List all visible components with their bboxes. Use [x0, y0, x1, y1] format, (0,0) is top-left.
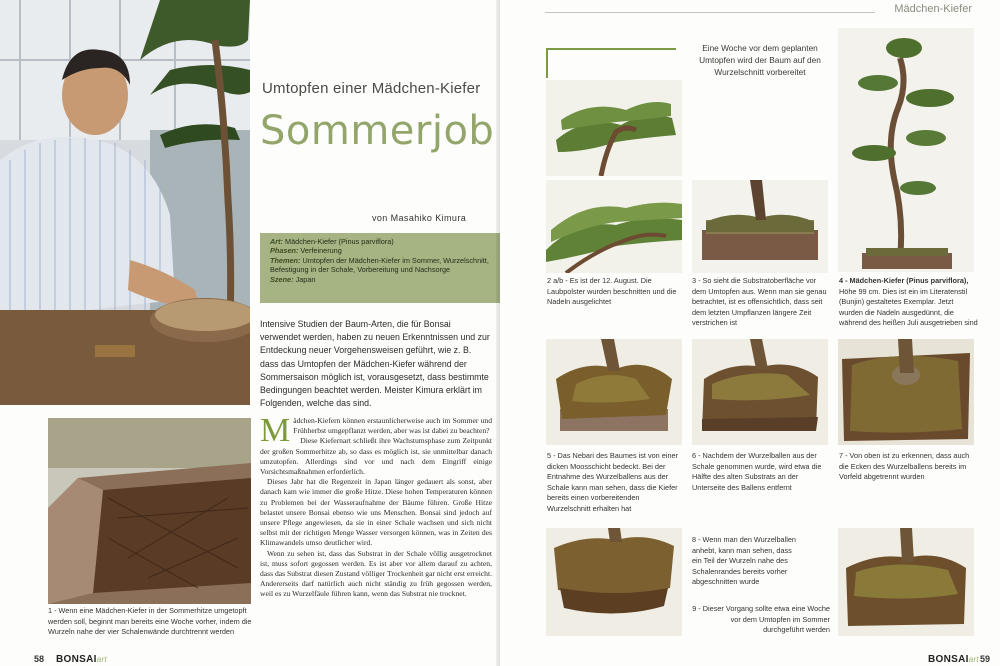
- caption-3: 3 - So sieht die Substratoberfläche vor dem Umtopfen aus. Wenn man sie genau betrachtet, ist es offensichtlich, dass seit dem letzten Umpflanzen längere Zeit verstrichen ist: [692, 276, 827, 328]
- body-paragraph-4: Wenn zu sehen ist, dass das Substrat in der Schale völlig ausgetrocknet ist, muss sofort gegossen werden. Es ist aber vor allem darauf zu achten, dass das Substrat diesen Zustand völliger Trockenheit gar nicht erst erreicht. Andererseits darf natürlich auch nicht ständig zu früh gegossen werden, weil es zu Wurzelfäule führen kann, wenn das Substrat nie trocknet.: [260, 548, 492, 599]
- info-row-szene: Szene: Japan: [270, 274, 316, 284]
- info-box: [260, 233, 500, 303]
- caption-6: 6 - Nachdem der Wurzelballen aus der Schale genommen wurde, wird etwa die Hälfte des alten Substrats an der Unterseite des Ballens entfernt: [692, 451, 822, 492]
- article-author: von Masahiko Kimura: [372, 213, 467, 223]
- photo-3: [692, 180, 828, 273]
- article-headline: Sommerjob: [260, 108, 495, 154]
- intro-bracket-horizontal: [546, 48, 676, 50]
- body-paragraph-2: Diese Kiefernart schließt ihre Wachstumsphase zum Zeitpunkt der großen Sommerhitze ab, so dass es möglich ist, sie unmittelbar danach umzutopfen. Allerdings sind vor und nach dem Eingriff einige Vorsichtsmaßnahmen erforderlich.: [260, 436, 492, 477]
- body-paragraph-1: Mädchen-Kiefern können erstaunlicherweise auch im Sommer und Frühherbst umgepflanzt werden, aber was ist dabei zu beachten?: [260, 416, 492, 449]
- info-row-phasen: Phasen: Verfeinerung: [270, 246, 342, 256]
- caption-7: 7 - Von oben ist zu erkennen, dass auch die Ecken des Wurzelballens bereits im Vorfeld abgetrennt wurden: [839, 451, 970, 482]
- caption-4-title: 4 - Mädchen-Kiefer (Pinus parviflora),: [839, 276, 969, 285]
- info-row-themen: Themen: Umtopfen der Mädchen-Kiefer im Sommer, Wurzelschnitt, Befestigung in der Schale, Vorbereitung und Nachsorge: [270, 255, 489, 275]
- photo-2a: [546, 80, 682, 176]
- photo-2b: [546, 180, 682, 273]
- section-label: Mädchen-Kiefer: [894, 3, 972, 15]
- brand-logo-right: BONSAIart: [928, 654, 979, 665]
- hero-photo: [0, 0, 250, 405]
- photo-5: [546, 339, 682, 445]
- body-column: [260, 416, 492, 644]
- photo-1: [48, 418, 251, 604]
- intro-caption: Eine Woche vor dem geplanten Umtopfen wird der Baum auf den Wurzelschnitt vorbereitet: [699, 43, 821, 77]
- photo-7: [838, 339, 974, 445]
- page-number-right: 59: [980, 654, 991, 664]
- info-row-art: Art: Mädchen-Kiefer (Pinus parviflora): [270, 237, 394, 246]
- photo-9: [838, 528, 974, 636]
- photo-6: [692, 339, 828, 445]
- caption-1: 1 - Wenn eine Mädchen-Kiefer in der Sommerhitze umgetopft werden soll, beginnt man bereits eine Woche vorher, indem die Wurzeln nahe der vier Schalenwände durchtrennt werden: [48, 606, 252, 637]
- caption-2: 2 a/b - Es ist der 12. August. Die Laubpolster wurden beschnitten und die Nadeln ausgelichtet: [547, 276, 677, 307]
- section-rule: [545, 12, 875, 13]
- caption-8: 8 - Wenn man den Wurzelballen anhebt, kann man sehen, dass ein Teil der Wurzeln nahe des Schalenrandes bereits vorher abgeschnitten wurde: [692, 535, 796, 587]
- body-paragraph-3: Dieses Jahr hat die Regenzeit in Japan länger gedauert als sonst, aber danach kam wie immer die große Hitze. Diese hohen Temperaturen können zu Problemen bei der Wasseraufnahme der Bäume führen. Große Hitze belastet unsere Bonsai ebenso wie uns Menschen. Bonsai sind jedoch auf unsere Pflege angewiesen, da sie in einer Schale wachsen und sich nicht selbst mit der richtigen Menge Wasser versorgen können, was in Zeiten des Klimawandels umso deutlicher wird.: [260, 477, 492, 548]
- intro-bracket-vertical: [546, 48, 548, 78]
- caption-4: 4 - Mädchen-Kiefer (Pinus parviflora), Höhe 99 cm. Dies ist ein im Literatenstil (Bunjin) gestaltetes Exemplar. Jetzt wurden die Nadeln ausgedünnt, die während des heißen Juli ausgetrieben sind: [839, 276, 978, 328]
- lead-paragraph: Intensive Studien der Baum-Arten, die für Bonsai verwendet werden, haben zu neuen Erkenntnissen und zur Entdeckung neuer Vorgehensweisen geführt, wie z. B. dass das Umtopfen der Mädchen-Kiefer während der Sommersaison möglich ist, vorausgesetzt, dass bestimmte Bedingungen beachtet werden. Meister Kimura erklärt im Folgenden, welche das sind.: [260, 319, 490, 409]
- drop-cap: M: [260, 416, 291, 449]
- caption-9: 9 - Dieser Vorgang sollte etwa eine Woche vor dem Umtopfen im Sommer durchgeführt werden: [692, 604, 830, 635]
- caption-5: 5 - Das Nebari des Baumes ist von einer dicken Moosschicht bedeckt. Bei der Entnahme des Wurzelballens aus der Schale kann man sehen, dass die Kiefer bereits einen vorbereitenden Wurzelschnitt erhalten hat: [547, 451, 678, 513]
- page-number-left: 58: [34, 654, 45, 664]
- brand-logo-left: BONSAIart: [56, 654, 107, 665]
- photo-4: [838, 28, 974, 272]
- photo-8: [546, 528, 682, 636]
- article-kicker: Umtopfen einer Mädchen-Kiefer: [262, 80, 481, 97]
